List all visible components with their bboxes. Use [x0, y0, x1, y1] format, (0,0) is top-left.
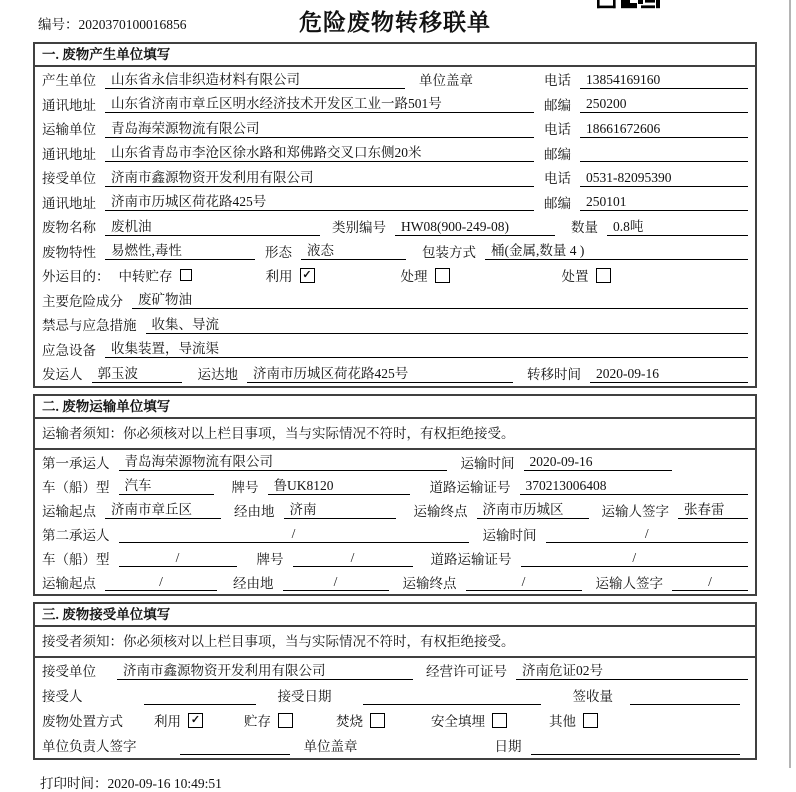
- first-vehicle-row: [35, 474, 755, 498]
- end-label: 运输终点: [413, 503, 468, 519]
- section2-title: 二. 废物运输单位填写: [35, 396, 755, 419]
- producer-value: 山东省永信非织造材料有限公司: [105, 70, 405, 89]
- second-end-value: /: [466, 572, 582, 591]
- transport-time-label: 运输时间: [460, 455, 515, 471]
- unit-seal-label: 单位盖章: [303, 739, 358, 754]
- second-origin-value: /: [105, 572, 217, 591]
- purpose-dispose-checkbox: [596, 268, 611, 283]
- category-label: 类别编号: [332, 220, 386, 236]
- receiver-value: 济南市鑫源物资开发利用有限公司: [105, 168, 534, 187]
- disposal-storage-option: [244, 710, 293, 730]
- zip-label: 邮编: [544, 195, 571, 211]
- waste-character-row: [35, 239, 755, 264]
- consignor-row: [35, 361, 755, 386]
- phone-label: 电话: [544, 73, 571, 89]
- first-route-row: [35, 498, 755, 522]
- origin-label: 运输起点: [42, 575, 96, 591]
- disposal-burn-option: [336, 710, 385, 730]
- producer-row: [35, 67, 755, 92]
- section-producer: [33, 42, 757, 388]
- second-route-row: [35, 570, 755, 594]
- serial-label: 编号：: [38, 17, 79, 32]
- main-hazard-label: 主要危险成分: [42, 293, 123, 309]
- producer-zip-value: 250200: [580, 94, 748, 113]
- address-label: 通讯地址: [42, 195, 96, 211]
- responsible-sign-row: [35, 733, 755, 758]
- second-plate-no-value: /: [293, 548, 413, 567]
- zip-label: 邮编: [544, 146, 571, 162]
- taboo-value: 收集、导流: [146, 315, 749, 334]
- disposal-method-row: [35, 708, 755, 733]
- plate-no-label: 牌号: [256, 551, 284, 567]
- character-value: 易燃性,毒性: [105, 241, 255, 260]
- section3-title: 三. 废物接受单位填写: [35, 604, 755, 627]
- disposal-other-label: 其他: [549, 714, 576, 729]
- transfer-time-label: 转移时间: [527, 367, 581, 383]
- emergency-equipment-row: [35, 337, 755, 362]
- road-permit-label: 道路运输证号: [429, 479, 511, 495]
- emergency-equipment-label: 应急设备: [42, 342, 96, 358]
- receiver-row: [35, 165, 755, 190]
- waste-name-value: 废机油: [105, 217, 320, 236]
- producer-label: 产生单位: [42, 73, 96, 89]
- transporter-value: 青岛海荣源物流有限公司: [105, 119, 534, 138]
- taboo-label: 禁忌与应急措施: [42, 318, 137, 334]
- second-carrier-row: [35, 522, 755, 546]
- received-qty-value: [630, 686, 740, 705]
- category-value: HW08(900-249-08): [395, 217, 555, 236]
- licence-no-label: 经营许可证号: [426, 664, 507, 679]
- first-sign-value: 张春雷: [678, 500, 748, 519]
- producer-phone-value: 13854169160: [580, 70, 748, 89]
- receive-date-value: [363, 686, 541, 705]
- origin-label: 运输起点: [42, 503, 96, 519]
- transporter-label: 运输单位: [42, 122, 96, 138]
- disposal-storage-checkbox: [278, 713, 293, 728]
- date-label: 日期: [494, 739, 522, 754]
- first-end-value: 济南市历城区: [477, 500, 589, 519]
- disposal-other-checkbox: [583, 713, 598, 728]
- consignor-label: 发运人: [42, 367, 83, 383]
- carrier-sign-label: 运输人签字: [601, 503, 669, 519]
- receive-person-value: [144, 686, 256, 705]
- first-plate-no-value: 鲁UK8120: [268, 476, 410, 495]
- first-carrier-row: [35, 450, 755, 474]
- main-hazard-value: 废矿物油: [132, 290, 748, 309]
- phone-label: 电话: [544, 171, 571, 187]
- receive-unit-value: 济南市鑫源物资开发利用有限公司: [117, 661, 413, 680]
- road-permit-label: 道路运输证号: [430, 551, 512, 567]
- licence-no-value: 济南危证02号: [516, 661, 748, 680]
- responsible-sign-label: 单位负责人签字: [42, 739, 137, 754]
- phone-label: 电话: [544, 122, 571, 138]
- disposal-landfill-label: 安全填埋: [431, 714, 485, 729]
- purpose-transfer-storage-label: 中转贮存: [118, 269, 173, 285]
- form-content: [33, 0, 757, 792]
- producer-address-row: [35, 92, 755, 117]
- purpose-treat-label: 处理: [400, 269, 428, 285]
- destination-value: 济南市历城区荷花路425号: [247, 364, 513, 383]
- transport-time-label: 运输时间: [482, 527, 537, 543]
- waste-name-row: [35, 214, 755, 239]
- first-origin-value: 济南市章丘区: [105, 500, 221, 519]
- receiver-notice: 接受者须知：你必须核对以上栏目事项，当与实际情况不符时，有权拒绝接受。: [35, 627, 755, 658]
- form-header: [33, 0, 757, 42]
- purpose-dispose-option: [562, 265, 611, 285]
- purpose-row: [35, 263, 755, 288]
- second-transport-time-value: /: [546, 524, 749, 543]
- vehicle-type-label: 车（船）型: [42, 551, 110, 567]
- second-carrier-label: 第二承运人: [42, 527, 110, 543]
- receiver-phone-value: 0531-82095390: [580, 168, 748, 187]
- disposal-reuse-label: 利用: [154, 714, 181, 729]
- purpose-transfer-storage-checkbox: [180, 269, 192, 281]
- first-vehicle-type-value: 汽车: [119, 476, 214, 495]
- consignor-value: 郭玉波: [92, 364, 182, 383]
- print-time-label: 打印时间：: [40, 775, 108, 791]
- taboo-row: [35, 312, 755, 337]
- second-road-permit-value: /: [521, 548, 749, 567]
- print-time-value: 2020-09-16 10:49:51: [107, 775, 222, 791]
- receive-unit-row: [35, 658, 755, 683]
- via-label: 经由地: [234, 503, 275, 519]
- transfer-time-value: 2020-09-16: [590, 364, 748, 383]
- disposal-storage-label: 贮存: [244, 714, 271, 729]
- page-edge-divider: [789, 0, 791, 768]
- purpose-transfer-storage-option: [119, 265, 192, 285]
- transporter-zip-value: [580, 143, 748, 162]
- form-label: 形态: [265, 244, 292, 260]
- transporter-notice: 运输者须知：你必须核对以上栏目事项，当与实际情况不符时，有权拒绝接受。: [35, 419, 755, 450]
- receive-person-row: [35, 683, 755, 708]
- transporter-address-value: 山东省青岛市李沧区徐水路和郑佛路交叉口东侧20米: [105, 143, 534, 162]
- receiver-address-value: 济南市历城区荷花路425号: [105, 192, 534, 211]
- address-label: 通讯地址: [42, 146, 96, 162]
- purpose-label: 外运目的：: [42, 269, 110, 285]
- disposal-method-label: 废物处置方式: [42, 714, 123, 729]
- transporter-row: [35, 116, 755, 141]
- receive-date-label: 接受日期: [277, 689, 332, 704]
- disposal-landfill-checkbox: [492, 713, 507, 728]
- receiver-zip-value: 250101: [580, 192, 748, 211]
- first-road-permit-value: 370213006408: [520, 476, 749, 495]
- second-sign-value: /: [672, 572, 748, 591]
- packing-value: 桶(金属,数量 4 ): [485, 241, 748, 260]
- purpose-reuse-checkbox: ✓: [300, 268, 315, 283]
- seal-date-value: [531, 736, 741, 755]
- second-carrier-value: /: [119, 524, 469, 543]
- purpose-reuse-option: [266, 265, 315, 285]
- purpose-treat-checkbox: [435, 268, 450, 283]
- page-title: 危险废物转移联单: [299, 10, 491, 35]
- waste-name-label: 废物名称: [42, 220, 96, 236]
- packing-label: 包装方式: [422, 244, 476, 260]
- destination-label: 运达地: [197, 367, 238, 383]
- first-carrier-value: 青岛海荣源物流有限公司: [119, 452, 447, 471]
- quantity-value: 0.8吨: [607, 217, 748, 236]
- first-transport-time-value: 2020-09-16: [524, 452, 672, 471]
- first-carrier-label: 第一承运人: [42, 455, 110, 471]
- character-label: 废物特性: [42, 244, 96, 260]
- second-vehicle-type-value: /: [119, 548, 237, 567]
- first-via-value: 济南: [284, 500, 396, 519]
- disposal-landfill-option: [431, 710, 507, 730]
- serial-number-line: [38, 13, 187, 33]
- transporter-phone-value: 18661672606: [580, 119, 748, 138]
- serial-number: 2020370100016856: [78, 17, 187, 32]
- disposal-reuse-option: [154, 710, 203, 730]
- section1-title: 一. 废物产生单位填写: [35, 44, 755, 67]
- second-via-value: /: [283, 572, 389, 591]
- form-value: 液态: [301, 241, 406, 260]
- second-vehicle-row: [35, 546, 755, 570]
- disposal-burn-checkbox: [370, 713, 385, 728]
- quantity-label: 数量: [571, 220, 598, 236]
- via-label: 经由地: [233, 575, 274, 591]
- section-transporter: [33, 394, 757, 596]
- receiver-address-row: [35, 190, 755, 215]
- section-receiver: [33, 602, 757, 760]
- disposal-burn-label: 焚烧: [336, 714, 363, 729]
- address-label: 通讯地址: [42, 97, 96, 113]
- receiver-label: 接受单位: [42, 171, 96, 187]
- print-time-line: [33, 766, 757, 792]
- emergency-equipment-value: 收集装置，导流渠: [105, 339, 748, 358]
- vehicle-type-label: 车（船）型: [42, 479, 110, 495]
- disposal-reuse-checkbox: ✓: [188, 713, 203, 728]
- purpose-dispose-label: 处置: [561, 269, 589, 285]
- receive-unit-label: 接受单位: [42, 664, 96, 679]
- unit-seal-label: 单位盖章: [419, 73, 473, 89]
- transporter-address-row: [35, 141, 755, 166]
- purpose-treat-option: [401, 265, 450, 285]
- producer-address-value: 山东省济南市章丘区明水经济技术开发区工业一路501号: [105, 94, 534, 113]
- receive-person-label: 接受人: [42, 689, 83, 704]
- plate-no-label: 牌号: [231, 479, 259, 495]
- zip-label: 邮编: [544, 97, 571, 113]
- main-hazard-row: [35, 288, 755, 313]
- disposal-other-option: [549, 710, 598, 730]
- carrier-sign-label: 运输人签字: [595, 575, 663, 591]
- responsible-sign-value: [180, 736, 290, 755]
- received-qty-label: 签收量: [572, 689, 613, 704]
- end-label: 运输终点: [402, 575, 457, 591]
- purpose-reuse-label: 利用: [265, 269, 293, 285]
